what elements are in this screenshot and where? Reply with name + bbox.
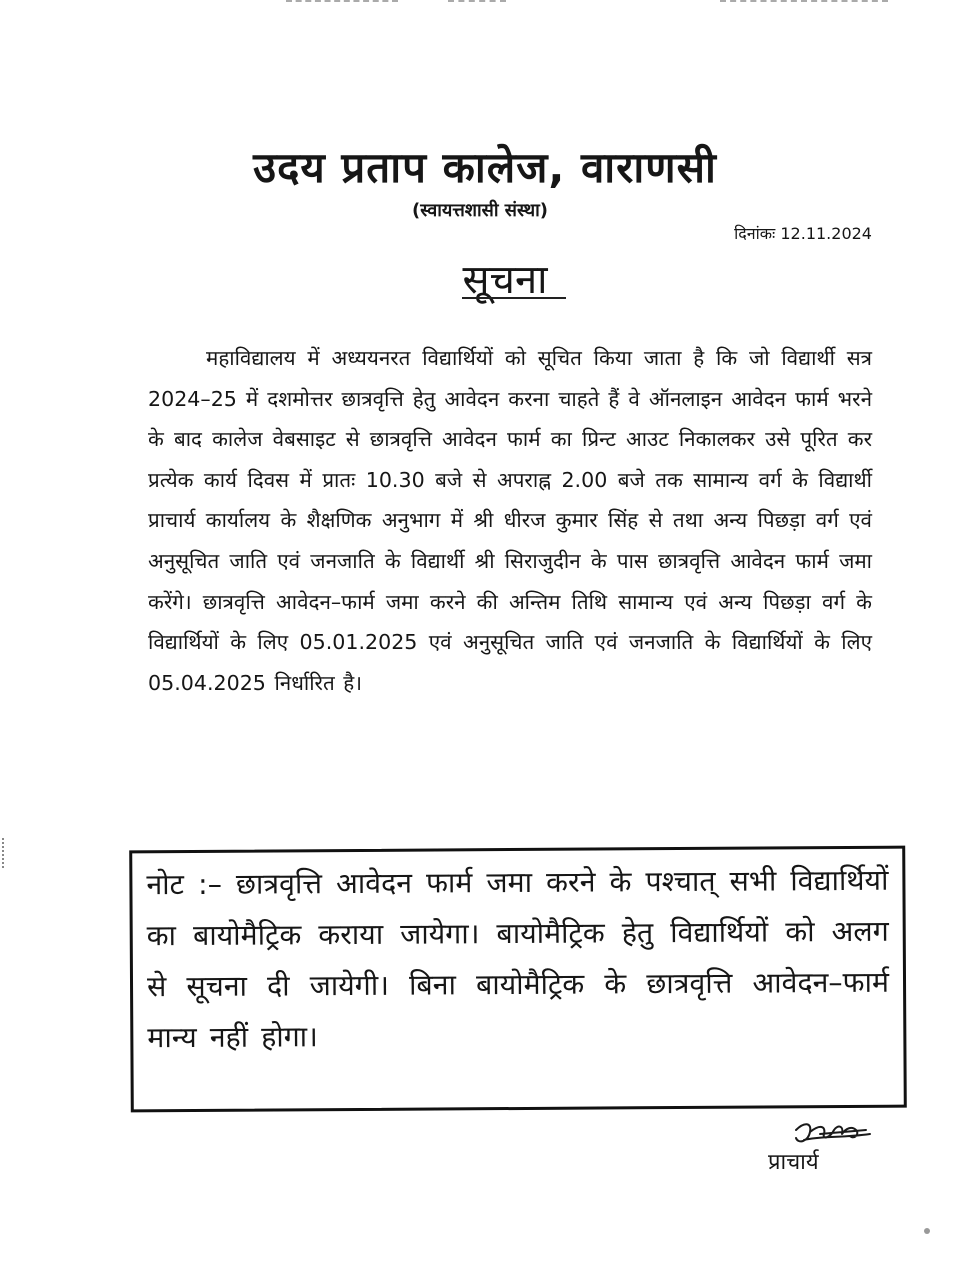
scan-dot [924, 1228, 930, 1234]
college-subtitle: (स्वायत्तशासी संस्था) [412, 200, 548, 221]
note-box [129, 846, 907, 1113]
scan-edge-mark [448, 0, 506, 5]
principal-title: प्राचार्य [768, 1150, 819, 1175]
scan-edge-mark [720, 0, 888, 5]
heading-underline [462, 297, 566, 299]
notice-date: दिनांकः 12.11.2024 [734, 224, 872, 243]
scan-edge-mark [286, 0, 398, 5]
scan-margin-mark [2, 838, 8, 868]
notice-heading: सूचना [462, 257, 548, 303]
notice-body: महाविद्यालय में अध्ययनरत विद्यार्थियों को सूचित किया जाता है कि जो विद्यार्थी सत्र 2024–25 में दशमोत्तर छात्रवृत्ति हेतु आवेदन करना चाहते हैं वे ऑनलाइन आवेदन फार्म भरने के बाद कालेज वेबसाइट से छात्रवृत्ति आवेदन फार्म का प्रिन्ट आउट निकालकर उसे पूरित कर प्रत्येक कार्य दिवस में प्रातः 10.30 बजे से अपराह्न 2.00 बजे तक सामान्य वर्ग के विद्यार्थी प्राचार्य कार्यालय के शैक्षणिक अनुभाग में श्री धीरज कुमार सिंह से तथा अन्य पिछड़ा वर्ग एवं अनुसूचित जाति एवं जनजाति के विद्यार्थी श्री सिराजुदीन के पास छात्रवृत्ति आवेदन फार्म जमा करेंगे। छात्रवृत्ति आवेदन–फार्म जमा करने की अन्तिम तिथि सामान्य एवं अन्य पिछड़ा वर्ग के विद्यार्थियों के लिए 05.01.2025 एवं अनुसूचित जाति एवं जनजाति के विद्यार्थियों के लिए 05.04.2025 निर्धारित है। [148, 346, 872, 695]
college-name: उदय प्रताप कालेज, वाराणसी [253, 143, 717, 192]
note-text: नोट :– छात्रवृत्ति आवेदन फार्म जमा करने के पश्चात् सभी विद्यार्थियों का बायोमैट्रिक कराया जायेगा। बायोमैट्रिक हेतु विद्यार्थियों को अलग से सूचना दी जायेगी। बिना बायोमैट्रिक के छात्रवृत्ति आवेदन–फार्म मान्य नहीं होगा। [146, 863, 890, 1055]
